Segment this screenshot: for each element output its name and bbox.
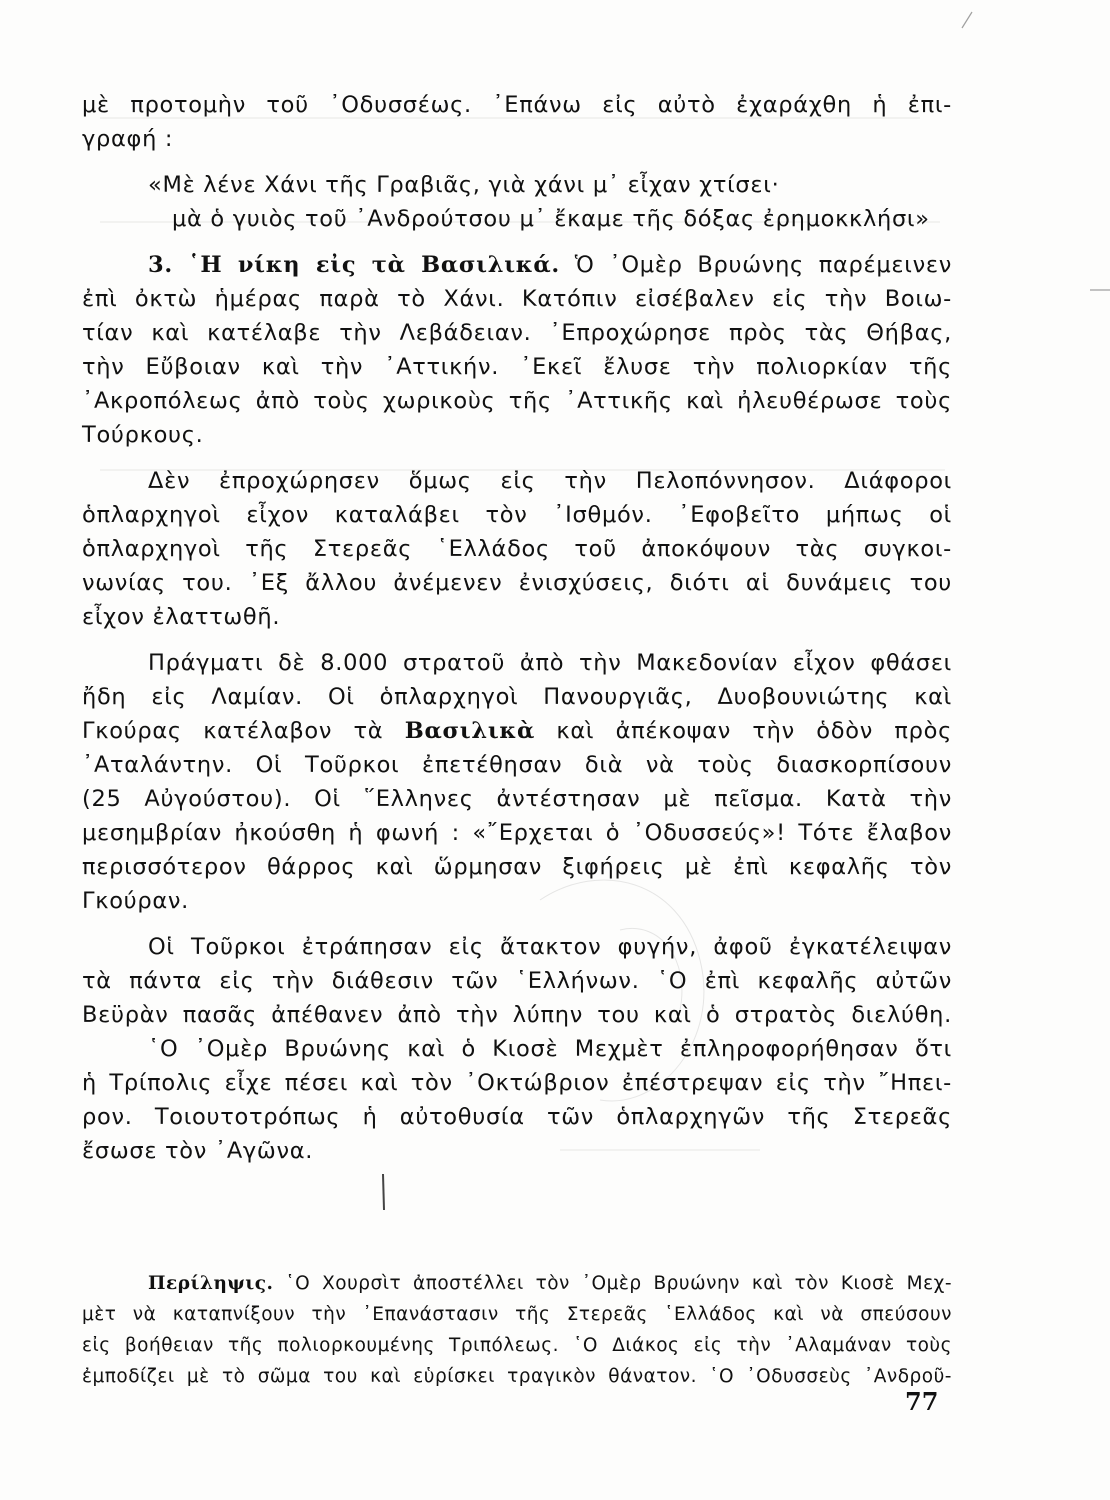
summary-block bbox=[82, 1268, 952, 1392]
section-heading-line bbox=[82, 248, 952, 282]
main-text bbox=[82, 88, 952, 1168]
text-fragment: καὶ ἀπέκοψαν τὴν ὁδὸν πρὸς bbox=[556, 718, 952, 744]
text-line: τὴν Εὔβοιαν καὶ τὴν ᾿Αττικήν. ᾿Εκεῖ ἔλυσε τὴν πολιορκίαν τῆς bbox=[82, 354, 952, 380]
summary-text: ῾Ο Χουρσὶτ ἀποστέλλει τὸν ᾿Ομὲρ Βρυώνην καὶ τὸν Κιοσὲ Μεχ- bbox=[285, 1273, 952, 1294]
text-line: ὁπλαρχηγοὶ εἶχον καταλάβει τὸν ᾿Ισθμόν. ᾿Εφοβεῖτο μήπως οἱ bbox=[82, 502, 952, 528]
text-line: ἤδη εἰς Λαμίαν. Οἱ ὁπλαρχηγοὶ Πανουργιᾶς, Δυοβουνιώτης καὶ bbox=[82, 684, 952, 710]
text-line: ὁπλαρχηγοὶ τῆς Στερεᾶς ῾Ελλάδος τοῦ ἀποκόψουν τὰς συγκοι- bbox=[82, 536, 952, 562]
text-line: Γκούραν. bbox=[82, 888, 190, 914]
text-line: περισσότερον θάρρος καὶ ὥρμησαν ξιφήρεις μὲ ἐπὶ κεφαλῆς τὸν bbox=[82, 854, 952, 880]
text-line: ῾Ο ᾿Ομὲρ Βρυώνης καὶ ὁ Κιοσὲ Μεχμὲτ ἐπληροφορήθησαν ὅτι bbox=[148, 1036, 952, 1062]
text-line: γραφή : bbox=[82, 126, 174, 152]
summary-line bbox=[82, 1268, 952, 1299]
text-fragment: Ὁ ᾿Ομὲρ Βρυώνης παρέμεινεν bbox=[574, 252, 952, 278]
text-line: ἔσωσε τὸν ᾿Αγῶνα. bbox=[82, 1138, 314, 1164]
bold-word-line bbox=[82, 714, 952, 748]
pencil-mark bbox=[383, 1174, 384, 1210]
text-line: ἐπὶ ὀκτὼ ἡμέρας παρὰ τὸ Χάνι. Κατόπιν εἰσέβαλεν εἰς τὴν Βοιω- bbox=[82, 286, 952, 312]
text-fragment: Γκούρας κατέλαβον τὰ bbox=[82, 718, 384, 744]
text-line: Βεϋρὰν πασᾶς ἀπέθανεν ἀπὸ τὴν λύπην του καὶ ὁ στρατὸς διελύθη. bbox=[82, 1002, 952, 1028]
text-line: Πράγματι δὲ 8.000 στρατοῦ ἀπὸ τὴν Μακεδονίαν εἶχον φθάσει bbox=[148, 650, 952, 676]
text-line: Οἱ Τοῦρκοι ἐτράπησαν εἰς ἄτακτον φυγήν, ἀφοῦ ἐγκατέλειψαν bbox=[148, 934, 952, 960]
text-line: Τούρκους. bbox=[82, 422, 204, 448]
summary-line: ἐμποδίζει μὲ τὸ σῶμα του καὶ εὑρίσκει τραγικὸν θάνατον. ῾Ο ᾿Οδυσσεὺς ᾿Ανδροῦ- bbox=[82, 1366, 952, 1387]
section-heading: 3. ῾Η νίκη εἰς τὰ Βασιλικά. bbox=[148, 252, 560, 278]
quote-line: «Μὲ λένε Χάνι τῆς Γραβιᾶς, γιὰ χάνι μ᾿ εἶχαν χτίσει· bbox=[148, 172, 780, 198]
text-line: Δὲν ἐπροχώρησεν ὅμως εἰς τὴν Πελοπόννησον. Διάφοροι bbox=[148, 468, 952, 494]
quote-line: μὰ ὁ γυιὸς τοῦ ᾿Ανδρούτσου μ᾿ ἔκαμε τῆς δόξας ἐρημοκκλήσι» bbox=[172, 206, 930, 232]
text-line: τὰ πάντα εἰς τὴν διάθεσιν τῶν ῾Ελλήνων. ῾Ο ἐπὶ κεφαλῆς αὐτῶν bbox=[82, 968, 952, 994]
text-line: ἡ Τρίπολις εἶχε πέσει καὶ τὸν ᾿Οκτώβριον ἐπέστρεψαν εἰς τὴν ῎Ηπει- bbox=[82, 1070, 952, 1096]
text-line: μεσημβρίαν ἠκούσθη ἡ φωνή : «῎Ερχεται ὁ ᾿Οδυσσεύς»! Τότε ἔλαβον bbox=[82, 820, 952, 846]
page-number: 77 bbox=[905, 1387, 939, 1416]
text-line: εἶχον ἐλαττωθῆ. bbox=[82, 604, 281, 630]
text-line: νωνίας του. ᾿Εξ ἄλλου ἀνέμενεν ἐνισχύσεις, διότι αἱ δυνάμεις του bbox=[82, 570, 952, 596]
summary-label: Περίληψις. bbox=[148, 1273, 274, 1294]
summary-line: εἰς βοήθειαν τῆς πολιορκουμένης Τριπόλεως. ῾Ο Διάκος εἰς τὴν ᾿Αλαμάναν τοὺς bbox=[82, 1335, 952, 1356]
bold-place-name: Βασιλικὰ bbox=[404, 718, 535, 744]
summary-line: μὲτ νὰ καταπνίξουν τὴν ᾿Επανάστασιν τῆς Στερεᾶς ῾Ελλάδος καὶ νὰ σπεύσουν bbox=[82, 1304, 952, 1325]
text-line: ᾿Αταλάντην. Οἱ Τοῦρκοι ἐπετέθησαν διὰ νὰ τοὺς διασκορπίσουν bbox=[82, 752, 952, 778]
text-line: ᾿Ακροπόλεως ἀπὸ τοὺς χωρικοὺς τῆς ᾿Αττικῆς καὶ ἠλευθέρωσε τοὺς bbox=[82, 388, 952, 414]
text-line: μὲ προτομὴν τοῦ ᾿Οδυσσέως. ᾿Επάνω εἰς αὐτὸ ἐχαράχθη ἡ ἐπι- bbox=[82, 92, 952, 118]
text-line: ρον. Τοιουτοτρόπως ἡ αὐτοθυσία τῶν ὁπλαρχηγῶν τῆς Στερεᾶς bbox=[82, 1104, 952, 1130]
text-line: (25 Αὐγούστου). Οἱ ῞Ελληνες ἀντέστησαν μὲ πεῖσμα. Κατὰ τὴν bbox=[82, 786, 952, 812]
text-line: τίαν καὶ κατέλαβε τὴν Λεβάδειαν. ᾿Επροχώρησε πρὸς τὰς Θήβας, bbox=[82, 320, 952, 346]
